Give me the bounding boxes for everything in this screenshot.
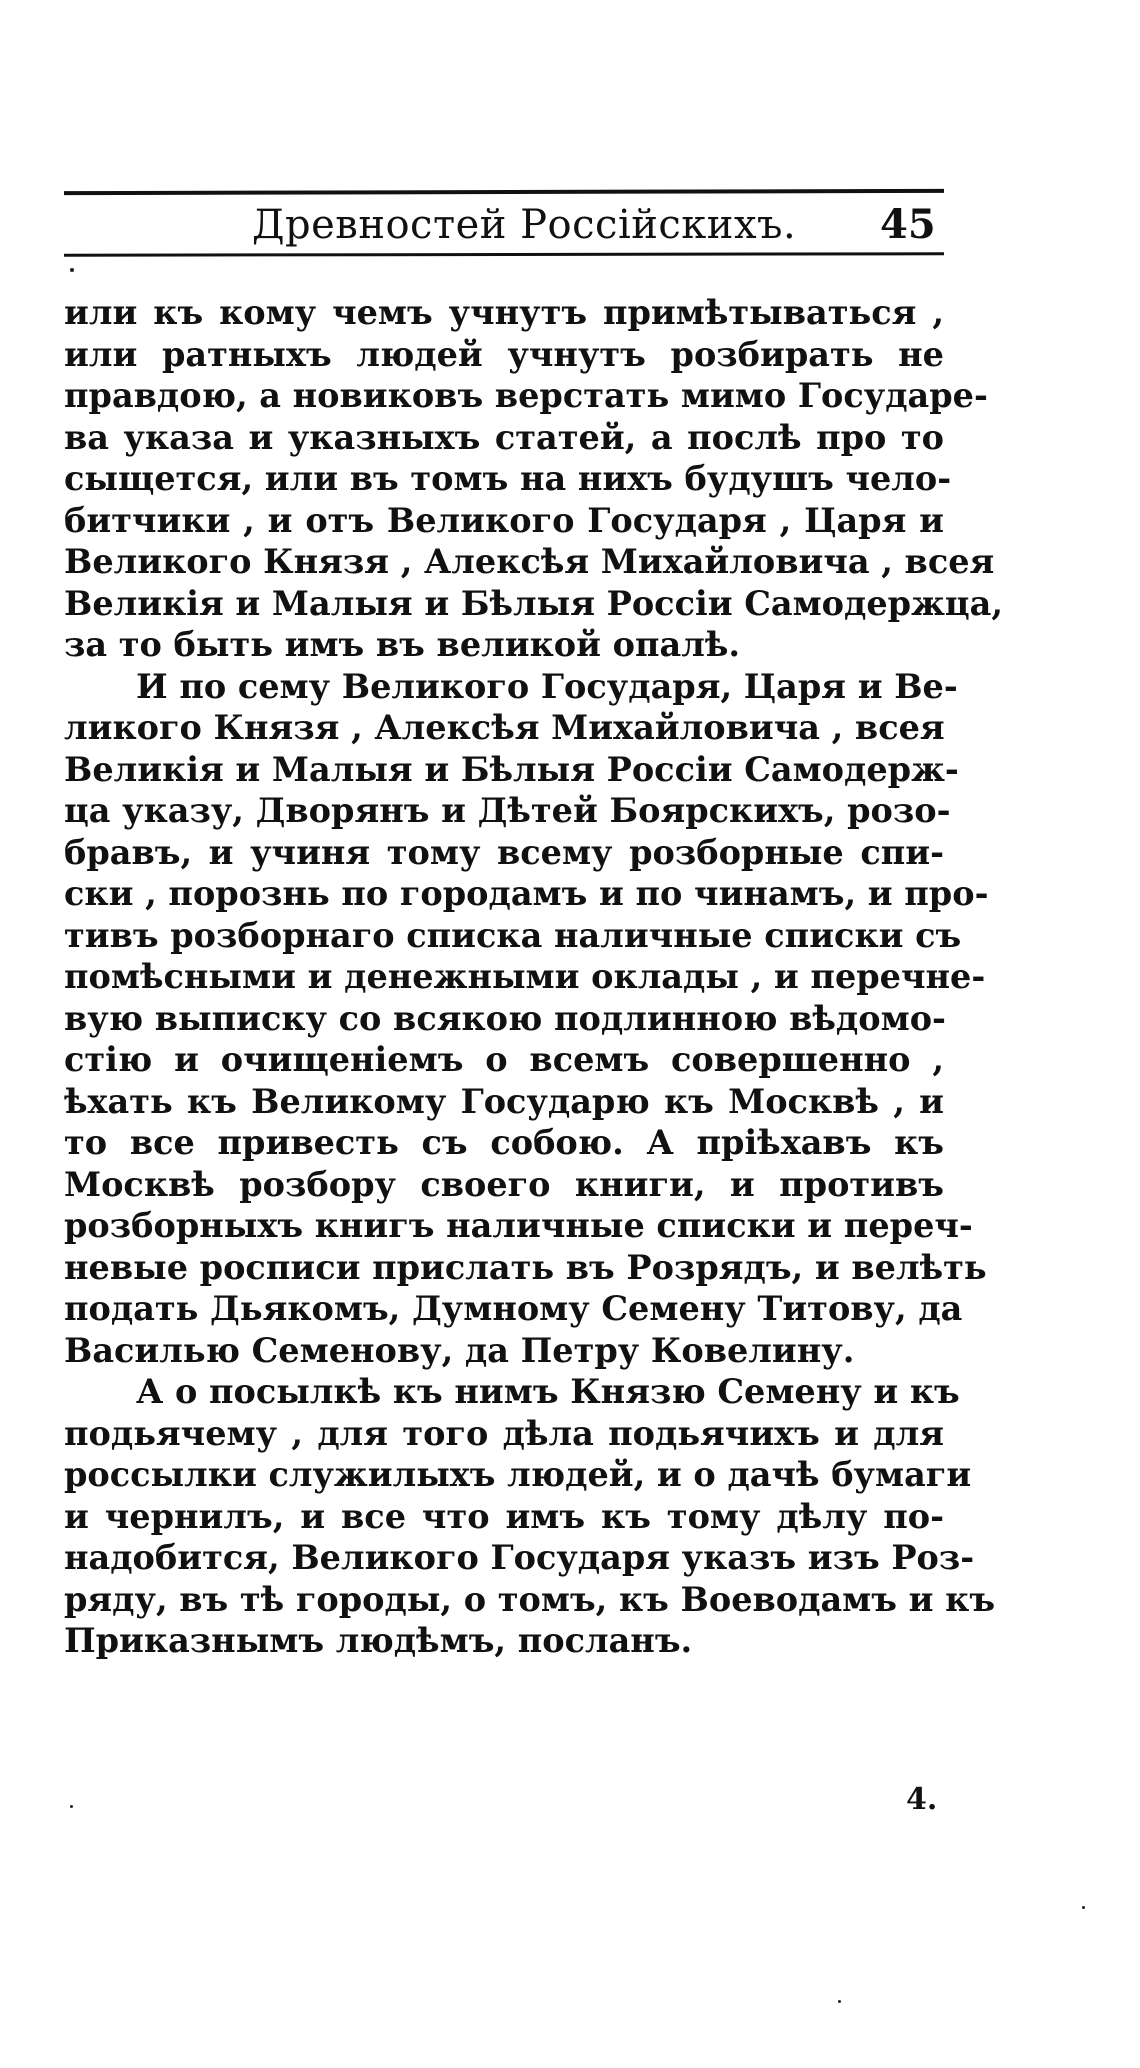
text-line: тивъ розборнаго списка наличные списки съ [64, 915, 962, 955]
text-line: подать Дьякомъ, Думному Семену Титову, да [64, 1289, 963, 1328]
text-line: ца указу, Дворянъ и Дѣтей Боярскихъ, розо- [64, 791, 951, 830]
paragraph [64, 292, 1004, 666]
text-line: стію и очищеніемъ о всемъ совершенно , [64, 1040, 944, 1079]
text-line: розборныхъ книгъ наличные списки и переч- [64, 1206, 973, 1245]
header-rule-bottom [64, 252, 944, 257]
running-title: Древностей Россійскихъ. [252, 202, 797, 248]
text-line: или ратныхъ людей учнутъ розбирать не [64, 334, 944, 374]
print-speck [70, 268, 74, 272]
text-line: ряду, въ тѣ городы, о томъ, къ Воеводамъ и къ [64, 1579, 996, 1619]
paragraph [64, 1371, 996, 1662]
text-line: Приказнымъ людѣмъ, посланъ. [64, 1621, 693, 1660]
text-line: Василью Семенову, да Петру Ковелину. [64, 1330, 855, 1370]
print-speck [70, 1805, 73, 1808]
text-line: битчики , и отъ Великого Государя , Царя и [64, 500, 944, 540]
text-line: Великого Князя , Алексѣя Михайловича , всея [64, 542, 995, 581]
text-line: помѣсными и денежными оклады , и перечне- [64, 957, 986, 996]
text-line: то все привесть съ собою. А пріѣхавъ къ [64, 1123, 944, 1162]
text-line: Великія и Малыя и Бѣлыя Россіи Самодержца, [64, 583, 1004, 623]
text-line: правдою, а новиковъ верстать мимо Государе- [64, 376, 988, 415]
text-line: ѣхать къ Великому Государю къ Москвѣ , и [64, 1081, 944, 1121]
print-speck [1082, 1906, 1085, 1909]
text-line: россылки служилыхъ людей, и о дачѣ бумаги [64, 1455, 972, 1494]
text-line: невые росписи прислать въ Розрядъ, и велѣть [64, 1247, 987, 1287]
signature-mark: 4. [906, 1782, 938, 1817]
text-line: ва указа и указныхъ статей, а послѣ про то [64, 417, 944, 457]
text-line: и чернилъ, и все что имъ къ тому дѣлу по- [64, 1496, 944, 1536]
text-line: ски , порознь по городамъ и по чинамъ, и про- [64, 874, 989, 913]
text-line: Москвѣ розбору своего книги, и противъ [64, 1164, 944, 1204]
text-line: подьячему , для того дѣла подьячихъ и для [64, 1413, 944, 1453]
text-line: надобится, Великого Государя указъ изъ Роз- [64, 1538, 975, 1577]
text-line: Великія и Малыя и Бѣлыя Россіи Самодерж- [64, 749, 959, 789]
text-line: или къ кому чемъ учнутъ примѣтываться , [64, 293, 944, 332]
header-rule-top [64, 189, 944, 195]
text-line: за то быть имъ въ великой опалѣ. [64, 625, 741, 664]
print-speck [838, 2000, 841, 2003]
text-line: сыщется, или въ томъ на нихъ будушъ чело- [64, 459, 952, 498]
paragraph [64, 666, 989, 1372]
text-line: ликого Князя , Алексѣя Михайловича , всея [64, 708, 945, 747]
text-line: бравъ, и учиня тому всему розборные спи- [64, 832, 944, 872]
page-number: 45 [880, 201, 936, 248]
body-text [64, 292, 1004, 1662]
text-line: А о посылкѣ къ нимъ Князю Семену и къ [136, 1372, 960, 1411]
text-line: вую выписку со всякою подлинною вѣдомо- [64, 998, 946, 1038]
text-line: И по сему Великого Государя, Царя и Ве- [136, 666, 958, 706]
